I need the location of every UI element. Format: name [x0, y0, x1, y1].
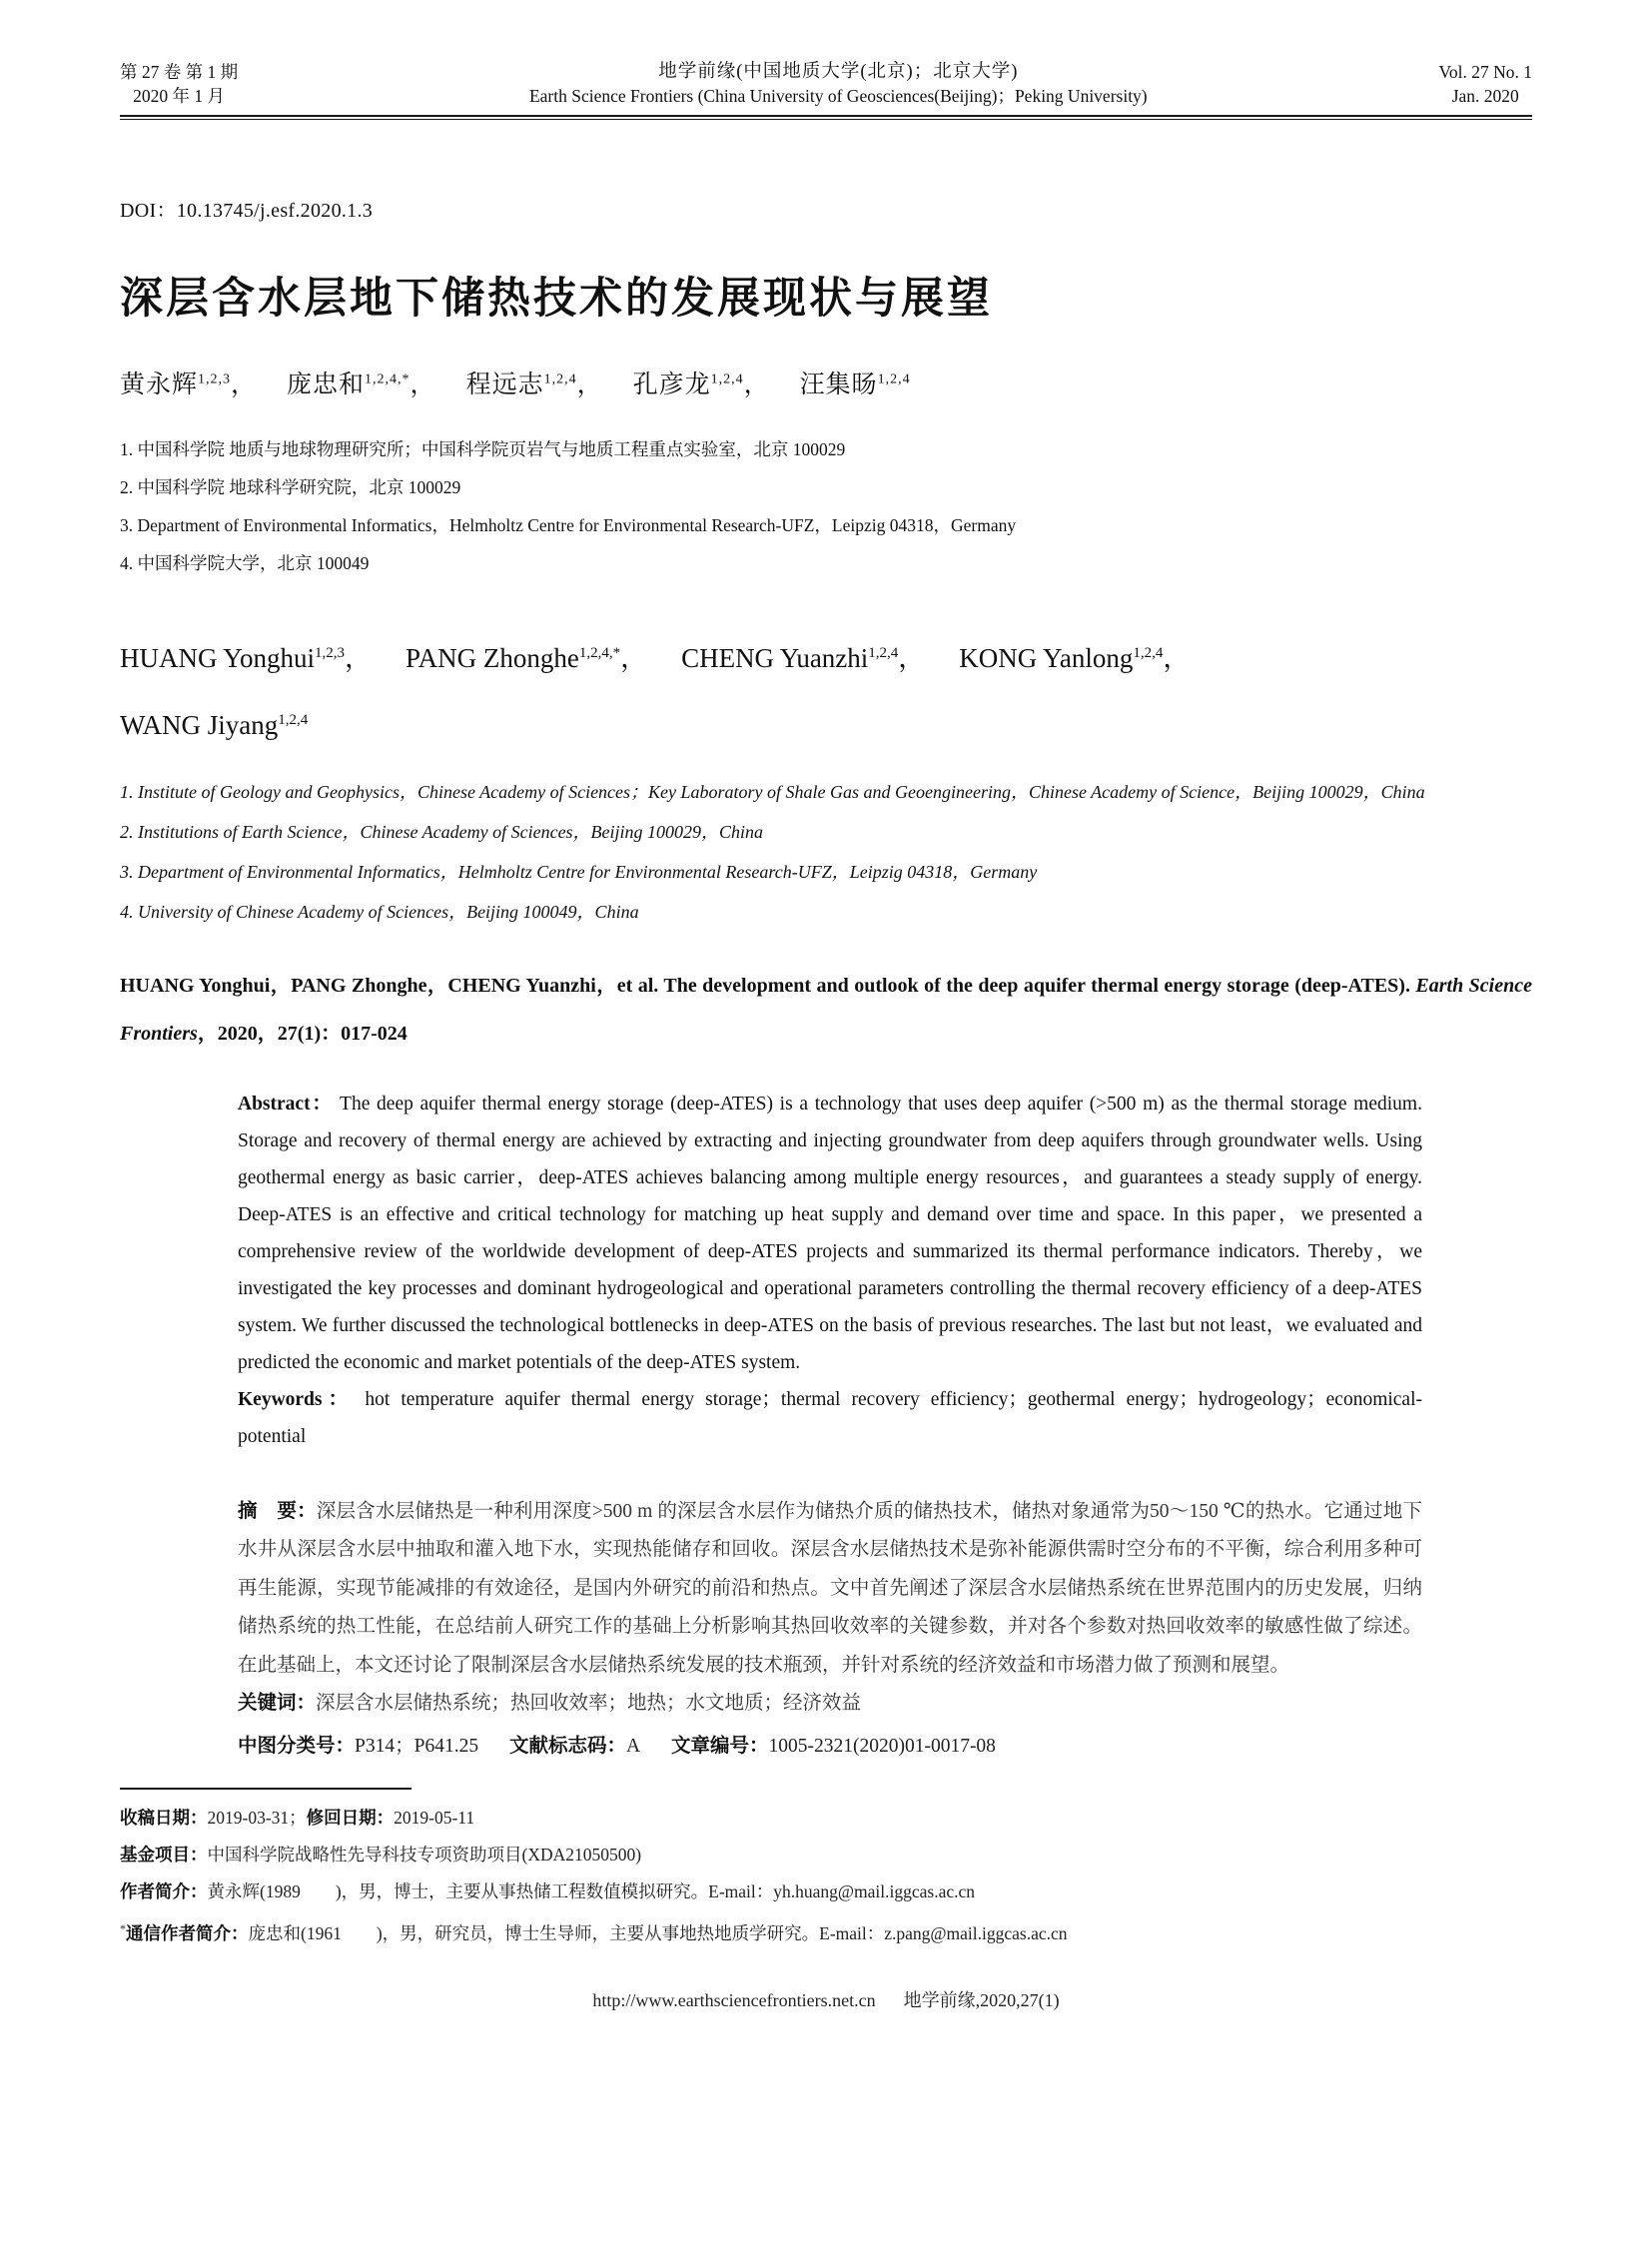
journal-header [120, 60, 1532, 108]
abstract-en-text: The deep aquifer thermal energy storage (deep-ATES) is a technology that uses deep aquifer (>500 m) as the thermal storage medium. Storage and recovery of thermal energy are achieved by extracting and injecting groundwater from deep aquifers through groundwater wells. Using geothermal energy as basic carrier，deep-ATES achieves balancing among multiple energy resources，and guarantees a steady supply of energy. Deep-ATES is an effective and critical technology for matching up heat supply and demand over time and space. In this paper，we presented a comprehensive review of the worldwide development of deep-ATES projects and summarized its thermal performance indicators. Thereby，we investigated the key processes and dominant hydrogeological and operational parameters controlling the thermal recovery efficiency of a deep-ATES system. We further discussed the technological bottlenecks in deep-ATES on the basis of previous researches. The last but not least，we evaluated and predicted the economic and market potentials of the deep-ATES system. [238, 1093, 1422, 1373]
abstract-en [238, 1086, 1422, 1381]
author-name-cn: 孔彦龙 [632, 371, 711, 398]
clc-number: 中图分类号：P314；P641.25 [238, 1735, 479, 1757]
abstract-cn-block [238, 1493, 1422, 1766]
author-separator: ， [1163, 642, 1191, 673]
abstract-cn-label: 摘 要： [238, 1500, 317, 1522]
author-affil-sup: 1,2,4,* [578, 644, 621, 661]
funding-note: 基金项目：中国科学院战略性先导科技专项资助项目(XDA21050500) [120, 1844, 642, 1865]
citation-text: ，2020，27(1)：017-024 [197, 1022, 408, 1045]
author-separator: ， [410, 371, 436, 398]
footnote-divider [120, 1788, 412, 1790]
page-footer [120, 1986, 1532, 2012]
author-name-cn: 黄永辉 [120, 371, 199, 398]
author-affil-sup: 1,2,3 [315, 644, 346, 661]
citation-line [120, 962, 1532, 1058]
corresponding-author-note: *通信作者简介：庞忠和(1961 )，男，研究员，博士生导师，主要从事地热地质学研究。E-mail：z.pang@mail.iggcas.ac.cn [120, 1920, 1068, 1943]
journal-name-en: Earth Science Frontiers (China University of Geosciences(Beijing)；Peking University) [528, 86, 1148, 106]
keywords-cn-label: 关键词： [238, 1693, 317, 1715]
author-name-en: CHENG Yuanzhi [681, 642, 869, 673]
journal-url: http://www.earthsciencefrontiers.net.cn [592, 1989, 876, 2010]
author-affil-sup: 1,2,4 [1133, 644, 1164, 661]
author-separator: ， [231, 371, 258, 398]
author-affil-sup: 1,2,4 [877, 372, 911, 387]
header-right [1438, 60, 1532, 108]
keywords-cn-text: 深层含水层储热系统；热回收效率；地热；水文地质；经济效益 [316, 1693, 862, 1715]
received-dates: 收稿日期：2019-03-31；修回日期：2019-05-11 [120, 1807, 475, 1828]
author-affil-sup: 1,2,3 [198, 372, 232, 387]
abstract-cn [238, 1493, 1422, 1686]
abstract-en-label: Abstract： [238, 1093, 334, 1115]
keywords-en-label: Keywords： [238, 1388, 355, 1410]
author-separator: ， [620, 642, 648, 673]
author-affil-sup: 1,2,4 [868, 644, 899, 661]
author-affil-sup: 1,2,4 [710, 372, 744, 387]
author-affil-sup: 1,2,4 [543, 372, 577, 387]
authors-cn [120, 365, 1532, 400]
keywords-cn [238, 1685, 1422, 1724]
author-affil-sup: 1,2,4 [278, 711, 309, 728]
author-name-cn: 汪集旸 [799, 371, 878, 398]
article-id: 文章编号：1005-2321(2020)01-0017-08 [670, 1735, 996, 1757]
author-name-en: WANG Jiyang [120, 709, 279, 740]
author-affil-sup: 1,2,4,* [365, 372, 411, 387]
citation-text: HUANG Yonghui，PANG Zhonghe，CHENG Yuanzhi，et al. The development and outlook of the deep aquifer thermal energy storage (deep-ATES). [120, 974, 1416, 997]
affiliation-cn: 4. 中国科学院大学，北京 100049 [120, 552, 370, 573]
header-left [120, 60, 238, 108]
header-center [238, 60, 1438, 108]
author-name-en: HUANG Yonghui [120, 642, 316, 673]
author-separator: ， [743, 371, 770, 398]
affiliation-en: 2. Institutions of Earth Science，Chinese Academy of Sciences，Beijing 100029，China [120, 821, 764, 842]
affiliations-en [120, 772, 1532, 932]
author-separator: ， [898, 642, 926, 673]
author-bio-note: 作者简介：黄永辉(1989 )，男，博士，主要从事热储工程数值模拟研究。E-mail：yh.huang@mail.iggcas.ac.cn [120, 1880, 976, 1901]
classification-line [238, 1728, 1422, 1766]
author-separator: ， [345, 642, 373, 673]
date-en: Jan. 2020 [1451, 86, 1519, 106]
journal-name-cn: 地学前缘(中国地质大学(北京)；北京大学) [658, 62, 1019, 82]
footer-citation: 地学前缘,2020,27(1) [903, 1989, 1060, 2010]
date-cn: 2020 年 1 月 [133, 86, 225, 106]
keywords-en-text: hot temperature aquifer thermal energy storage；thermal recovery efficiency；geothermal energy；hydrogeology；economical-potential [238, 1388, 1423, 1447]
author-name-cn: 庞忠和 [287, 371, 366, 398]
article-title-cn: 深层含水层地下储热技术的发展现状与展望 [120, 276, 993, 323]
keywords-en [238, 1381, 1422, 1455]
affiliation-en: 4. University of Chinese Academy of Sciences，Beijing 100049，China [120, 901, 639, 922]
author-name-en: KONG Yanlong [959, 642, 1134, 673]
volume-issue-cn: 第 27 卷 第 1 期 [120, 62, 239, 82]
header-divider [120, 115, 1532, 120]
affiliation-cn: 2. 中国科学院 地球科学研究院，北京 100029 [120, 476, 461, 497]
corresponding-author-mark: * [120, 1920, 126, 1935]
affiliation-en: 3. Department of Environmental Informatics，Helmholtz Centre for Environmental Research-UFZ，Leipzig 04318，Germany [120, 861, 1038, 882]
author-separator: ， [576, 371, 603, 398]
citation-journal-name: Earth Science Frontiers [120, 974, 1532, 1045]
footnotes [120, 1800, 1532, 1952]
affiliations-cn [120, 430, 1532, 582]
abstract-cn-text: 深层含水层储热是一种利用深度>500 m 的深层含水层作为储热介质的储热技术，储热对象通常为50～150 ℃的热水。它通过地下水井从深层含水层中抽取和灌入地下水，实现热能储存和回收。深层含水层储热技术是弥补能源供需时空分布的不平衡，综合利用多种可再生能源，实现节能减排的有效途径，是国内外研究的前沿和热点。文中首先阐述了深层含水层储热系统在世界范围内的历史发展，归纳储热系统的热工性能，在总结前人研究工作的基础上分析影响其热回收效率的关键参数，并对各个参数对热回收效率的敏感性做了综述。在此基础上，本文还讨论了限制深层含水层储热系统发展的技术瓶颈，并针对系统的经济效益和市场潜力做了预测和展望。 [238, 1500, 1422, 1676]
author-name-en: PANG Zhonghe [406, 642, 579, 673]
volume-issue-en: Vol. 27 No. 1 [1438, 62, 1532, 82]
affiliation-cn: 1. 中国科学院 地质与地球物理研究所；中国科学院页岩气与地质工程重点实验室，北京 100029 [120, 438, 846, 459]
affiliation-cn: 3. Department of Environmental Informatics，Helmholtz Centre for Environmental Research-UFZ，Leipzig 04318，Germany [120, 514, 1017, 535]
affiliation-en: 1. Institute of Geology and Geophysics，Chinese Academy of Sciences；Key Laboratory of Shale Gas and Geoengineering，Chinese Academy of Science，Beijing 100029，China [120, 781, 1425, 802]
abstract-en-block [238, 1086, 1422, 1455]
document-code: 文献标志码：A [508, 1735, 641, 1757]
author-name-cn: 程远志 [465, 371, 544, 398]
doi-line: DOI：10.13745/j.esf.2020.1.3 [120, 200, 374, 222]
authors-en [120, 622, 1532, 756]
